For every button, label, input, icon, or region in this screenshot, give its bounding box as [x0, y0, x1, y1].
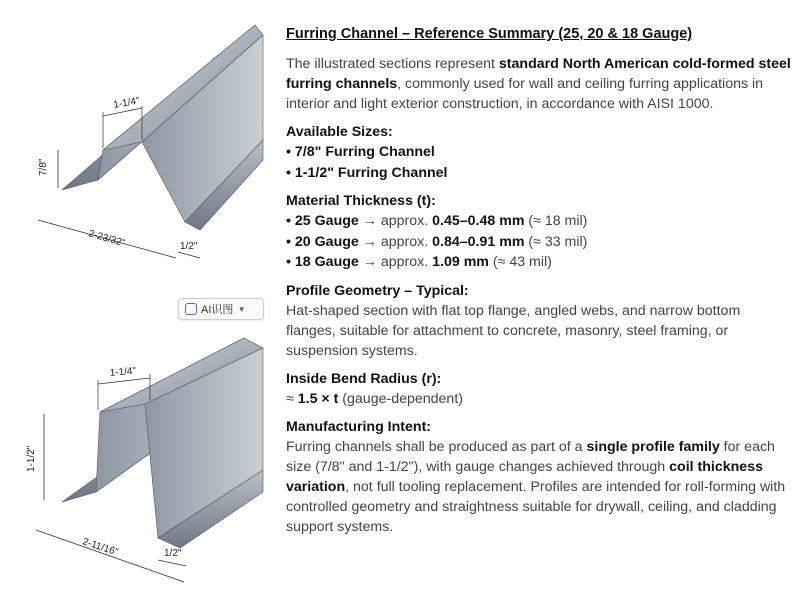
sizes-section	[286, 122, 792, 183]
ai-recognize-label: AI识图	[201, 304, 234, 316]
bend-radius-heading: Inside Bend Radius (r):	[286, 370, 442, 387]
thickness-item: • 25 Gauge → approx. 0.45–0.48 mm (≈ 18 mil)	[286, 211, 792, 232]
intro-paragraph: The illustrated sections represent standard North American cold-formed steel furring channels, commonly used for wall and ceiling furring applications in interior and light exterior construction, in accordance with AISI 1000.	[286, 56, 791, 112]
channel-1-1-2-drawing	[26, 338, 263, 582]
channel-7-8-drawing	[38, 25, 263, 258]
sizes-heading: Available Sizes:	[286, 124, 393, 140]
page-title: Furring Channel – Reference Summary (25, 20 & 18 Gauge)	[286, 26, 693, 42]
thickness-item: • 18 Gauge → approx. 1.09 mm (≈ 43 mil)	[286, 252, 792, 273]
bend-radius-section	[286, 369, 792, 409]
dim-1-1-2-overall: 2-11/16"	[81, 536, 120, 559]
size-item: • 7/8" Furring Channel	[286, 142, 792, 163]
thickness-heading: Material Thickness (t):	[286, 193, 436, 209]
ai-recognize-button[interactable]	[178, 298, 264, 320]
dim-1-1-2-height: 1-1/2"	[26, 445, 37, 472]
dim-7-8-top-width: 1-1/4"	[112, 95, 141, 111]
size-item: • 1-1/2" Furring Channel	[286, 163, 792, 184]
chevron-down-icon[interactable]: ▾	[239, 303, 244, 314]
thickness-section	[286, 191, 792, 273]
geometry-heading: Profile Geometry – Typical:	[286, 282, 469, 299]
intent-section	[286, 417, 792, 537]
dim-1-1-2-top-width: 1-1/4"	[109, 365, 137, 379]
scan-icon	[185, 303, 197, 315]
intent-heading: Manufacturing Intent:	[286, 418, 432, 435]
intent-text: Furring channels shall be produced as part of a single profile family for each size (7/8" and 1-1/2"), with gauge changes achieved through coil thickness variation, not full tooling replacement. Profiles are intended for roll-forming with controlled geometry and straightness suitable for drywall, ceiling, and cladding support systems.	[286, 438, 786, 535]
channel-illustrations	[0, 0, 275, 600]
dim-7-8-flange: 1/2"	[180, 241, 198, 252]
geometry-text: Hat-shaped section with flat top flange, angled webs, and narrow bottom flanges, suitable for attachment to concrete, masonry, steel framing, or suspension systems.	[286, 302, 741, 359]
dim-1-1-2-flange: 1/2"	[164, 548, 182, 559]
bend-radius-text: ≈ 1.5 × t (gauge-dependent)	[286, 390, 463, 407]
thickness-item: • 20 Gauge → approx. 0.84–0.91 mm (≈ 33 mil)	[286, 232, 792, 253]
geometry-section	[286, 281, 792, 361]
channel-7-8-web-right	[142, 35, 263, 222]
reference-summary	[286, 24, 792, 537]
dim-7-8-overall: 2-23/32"	[87, 228, 127, 250]
dim-7-8-height: 7/8"	[38, 158, 49, 176]
